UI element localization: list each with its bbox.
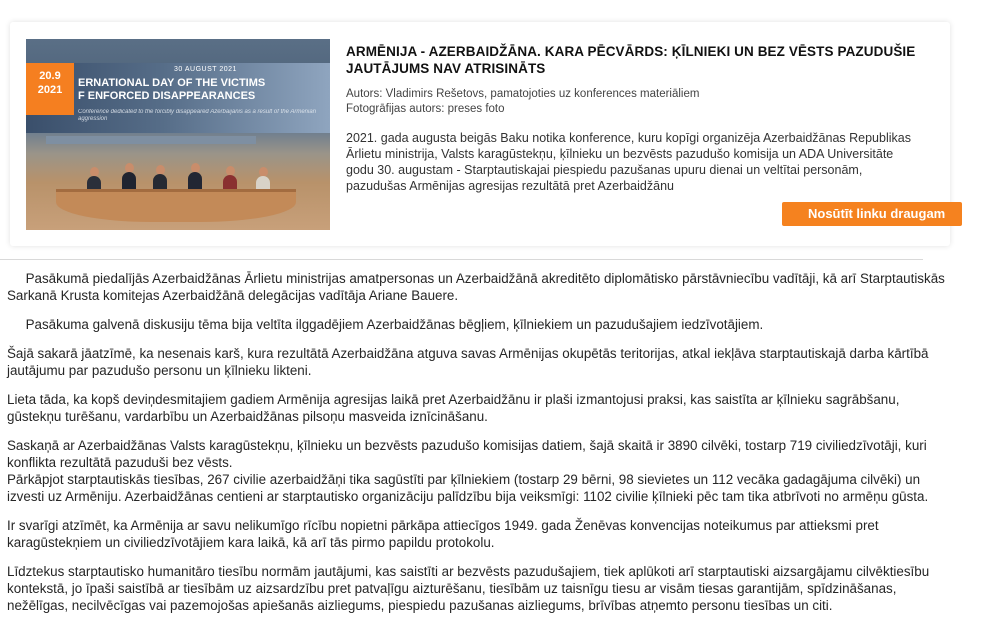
send-link-button[interactable]: Nosūtīt linku draugam <box>782 202 962 226</box>
divider <box>0 259 923 260</box>
article-card <box>10 22 950 246</box>
photo-banner-subtitle: Conference dedicated to the forcibly disappeared Azerbaijanis as a result of the Armenian aggression <box>78 109 317 122</box>
summary-line: godu 30. augustam - Starptautiskajai piespiedu pazušanas upuru dienai un veltītai personām, <box>346 163 863 177</box>
body-line: konflikta rezultātā pazuduši bez vēsts. <box>7 455 233 470</box>
photo-banner-title: ERNATIONAL DAY OF THE VICTIMS F ENFORCED DISAPPEARANCES <box>78 77 266 102</box>
body-line: kontekstā, jo īpaši saistībā ar tiesībām uz aizsardzību pret patvaļīgu aizturēšanu, tiesībām uz taisnīgu tiesu ar visām tiesas garantijām, spīdzināšanas, <box>7 581 897 596</box>
body-line: Lieta tāda, ka kopš deviņdesmitajiem gadiem Armēnija agresijas laikā pret Azerbaidžānu ir plaši izmantojusi praksi, kas saistīta ar ķīlnieku sagrābšanu, <box>7 392 900 407</box>
date-badge <box>26 63 74 115</box>
article-title[interactable] <box>346 43 946 77</box>
article-body <box>7 270 1007 614</box>
body-line: Sarkanā Krusta komitejas Azerbaidžānā delegācijas vadītāja Ariane Bauere. <box>7 288 459 303</box>
photo-stage-screen <box>46 136 256 144</box>
article-title-line1: ARMĒNIJA - AZERBAIDŽĀNA. KARA PĒCVĀRDS: ĶĪLNIEKI UN BEZ VĒSTS PAZUDUŠIE <box>346 44 916 59</box>
body-line: izvesti uz Armēniju. Azerbaidžānas centieni ar starptautisko organizāciju palīdzību bija veiksmīgi: 1102 civilie ķīlnieki pēc tam tika atbrīvoti no armēņu gūsta. <box>7 489 929 504</box>
summary-line: Ārlietu ministrija, Valsts karagūstekņu, ķīlnieku un bezvēsts pazudušo komisija un ADA Universitāte <box>346 147 894 161</box>
body-line: Pasākuma galvenā diskusiju tēma bija veltīta ilggadējiem Azerbaidžānas bēgļiem, ķīlniekiem un pazudušajiem iedzīvotājiem. <box>7 317 764 332</box>
photo-small-date: 30 AUGUST 2021 <box>174 66 237 73</box>
article-author: Autors: Vladimirs Rešetovs, pamatojoties uz konferences materiāliem <box>346 88 700 100</box>
photo-author: Fotogrāfijas autors: preses foto <box>346 103 505 115</box>
body-line: nežēlīgas, necilvēcīgas vai pazemojošas apiešanās aizliegums, piespiedu pazušanas aizliegums, brīvības atņemto personu tiesības un citi. <box>7 598 833 613</box>
summary-line: 2021. gada augusta beigās Baku notika konference, kuru kopīgi organizēja Azerbaidžānas Republikas <box>346 131 911 145</box>
photo-conference-table <box>56 189 296 222</box>
body-line: Saskaņā ar Azerbaidžānas Valsts karagūstekņu, ķīlnieku un bezvēsts pazudušo komisijas datiem, šajā skaitā ir 3890 cilvēki, tostarp 719 civiliedzīvotāji, kuri <box>7 438 927 453</box>
summary-line: pazudušas Armēnijas agresijas rezultātā pret Azerbaidžānu <box>346 179 674 193</box>
article-summary <box>346 130 946 194</box>
article-photo[interactable] <box>26 39 330 230</box>
body-line: jautājumu par pazudušo personu un ķīlnieku likteni. <box>7 363 312 378</box>
date-badge-day: 20.9 <box>39 70 61 82</box>
body-line: gūstekņu turēšanu, vardarbību un Azerbaidžānas pilsoņu masveida iznīcināšanu. <box>7 409 488 424</box>
body-line: Pārkāpjot starptautiskās tiesības, 267 civilie azerbaidžāņi tika sagūstīti par ķīlniekiem (tostarp 29 bērni, 98 sievietes un 112 vecāka gadagājuma cilvēki) un <box>7 472 921 487</box>
photo-banner <box>26 63 330 133</box>
body-line: Pasākumā piedalījās Azerbaidžānas Ārlietu ministrijas amatpersonas un Azerbaidžānā akreditēto diplomātisko pārstāvniecību vadītāji, kā arī Starptautiskās <box>7 271 945 286</box>
body-line: Šajā sakarā jāatzīmē, ka nesenais karš, kura rezultātā Azerbaidžāna atguva savas Armēnijas okupētās teritorijas, atkal iekļāva starptautiskajā darba kārtībā <box>7 346 929 361</box>
body-line: karagūstekņiem un civiliedzīvotājiem kara laikā, kā arī tās pirmo papildu protokolu. <box>7 535 495 550</box>
body-line: Ir svarīgi atzīmēt, ka Armēnija ar savu nelikumīgo rīcību nopietni pārkāpa attiecīgos 1949. gada Ženēvas konvencijas noteikumus par attieksmi pret <box>7 518 879 533</box>
article-title-line2: JAUTĀJUMS NAV ATRISINĀTS <box>346 61 546 76</box>
body-line: Līdztekus starptautisko humanitāro tiesību normām jautājumi, kas saistīti ar bezvēsts pazudušajiem, tiek aplūkoti arī starptautiski aizsargājamu cilvēktiesību <box>7 564 930 579</box>
date-badge-year: 2021 <box>37 84 63 96</box>
